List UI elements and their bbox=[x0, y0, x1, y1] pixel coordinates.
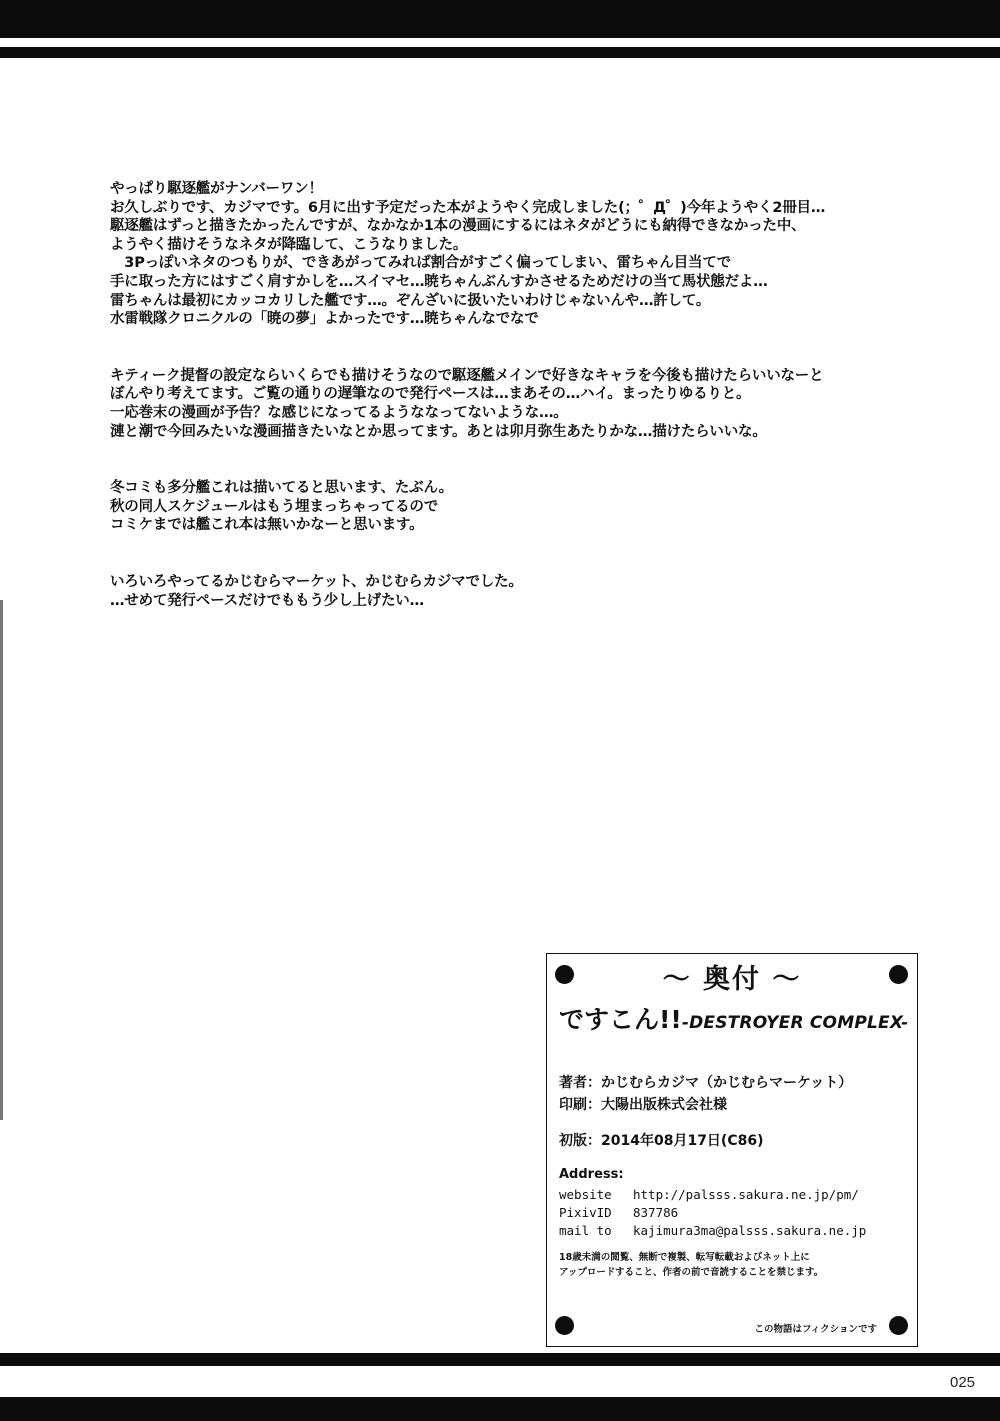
afterword-paragraph-4 bbox=[110, 573, 890, 610]
pixiv-id: 837786 bbox=[633, 1205, 679, 1220]
text-line: 手に取った方にはすごく肩すかしを…スイマセ…暁ちゃんぶんすかさせるためだけの当て馬状態だよ… bbox=[110, 273, 768, 290]
notice-line: 18歳未満の閲覧、無断で複製、転写転載およびネット上に bbox=[559, 1252, 810, 1263]
book-title bbox=[559, 1000, 908, 1036]
top-border-stripe bbox=[0, 47, 1000, 58]
text-line: いろいろやってるかじむらマーケット、かじむらカジマでした。 bbox=[110, 573, 523, 590]
author-row bbox=[559, 1072, 852, 1092]
top-border-bar bbox=[0, 0, 1000, 38]
afterword-paragraph-2 bbox=[110, 367, 890, 441]
book-title-english: -DESTROYER COMPLEX- bbox=[681, 1013, 909, 1033]
pixiv-row bbox=[559, 1205, 678, 1220]
text-line: コミケまでは艦これ本は無いかなーと思います。 bbox=[110, 517, 424, 534]
author-label: 著者： bbox=[559, 1075, 601, 1091]
text-line: ようやく描けそうなネタが降臨して、こうなりました。 bbox=[110, 236, 468, 253]
text-line: 一応巻末の漫画が予告？な感じになってるようななってないような…。 bbox=[110, 404, 568, 421]
text-line: …せめて発行ペースだけでももう少し上げたい… bbox=[110, 592, 424, 609]
text-line: 雷ちゃんは最初にカッコカリした艦です…。ぞんざいに扱いたいわけじゃないんや…許して。 bbox=[110, 292, 711, 309]
afterword-paragraph-1 bbox=[110, 180, 890, 329]
fiction-disclaimer: この物語はフィクションです bbox=[754, 1324, 877, 1335]
pixiv-label: PixivID bbox=[559, 1205, 612, 1220]
colophon-heading: ～ 奥付 ～ bbox=[662, 964, 802, 995]
website-label: website bbox=[559, 1187, 612, 1202]
text-line: 3Pっぽいネタのつもりが、できあがってみれば割合がすごく偏ってしまい、雷ちゃん目当てで bbox=[110, 255, 731, 272]
bottom-border-bar bbox=[0, 1397, 1000, 1421]
printer-label: 印刷： bbox=[559, 1097, 601, 1113]
mail-label: mail to bbox=[559, 1223, 612, 1238]
printer-row bbox=[559, 1094, 727, 1114]
first-edition-label: 初版： bbox=[559, 1133, 601, 1149]
colophon-box bbox=[546, 953, 918, 1347]
text-line: 水雷戦隊クロニクルの「暁の夢」よかったです…暁ちゃんなでなで bbox=[110, 311, 539, 328]
corner-dot bbox=[555, 1316, 574, 1335]
website-link[interactable]: http://palsss.sakura.ne.jp/pm/ bbox=[633, 1187, 859, 1202]
left-scan-edge bbox=[0, 600, 3, 1120]
first-edition-row bbox=[559, 1130, 763, 1150]
afterword-paragraph-3 bbox=[110, 479, 890, 535]
bottom-border-stripe bbox=[0, 1353, 1000, 1366]
text-line: お久しぶりです、カジマです。6月に出す予定だった本がようやく完成しました(；゜Д゜)今年ようやく2冊目… bbox=[110, 199, 826, 216]
text-line: ぼんやり考えてます。ご覧の通りの遅筆なので発行ペースは…まあその…ハイ。まったりゆるりと。 bbox=[110, 386, 751, 403]
website-row bbox=[559, 1187, 859, 1202]
text-line: 漣と潮で今回みたいな漫画描きたいなとか思ってます。あとは卯月弥生あたりかな…描けたらいいな。 bbox=[110, 423, 767, 440]
book-title-japanese: ですこん!! bbox=[559, 1005, 682, 1034]
copyright-notice bbox=[559, 1250, 899, 1280]
mail-row bbox=[559, 1223, 866, 1238]
text-line: キティーク提督の設定ならいくらでも描けそうなので駆逐艦メインで好きなキャラを今後も描けたらいいなーと bbox=[110, 367, 824, 384]
mail-link[interactable]: kajimura3ma@palsss.sakura.ne.jp bbox=[633, 1223, 867, 1238]
corner-dot bbox=[889, 1316, 908, 1335]
printer-value: 大陽出版株式会社様 bbox=[601, 1097, 727, 1113]
address-heading: Address: bbox=[559, 1167, 624, 1182]
text-line: 秋の同人スケジュールはもう埋まっちゃってるので bbox=[110, 498, 439, 515]
text-line: 駆逐艦はずっと描きたかったんですが、なかなか1本の漫画にするにはネタがどうにも納得できなかった中、 bbox=[110, 218, 806, 235]
afterword-text bbox=[110, 180, 890, 648]
text-line: 冬コミも多分艦これは描いてると思います、たぶん。 bbox=[110, 480, 453, 497]
notice-line: アップロードすること、作者の前で音読することを禁じます。 bbox=[559, 1267, 824, 1278]
text-line: やっぱり駆逐艦がナンバーワン！ bbox=[110, 181, 323, 197]
author-value: かじむらカジマ（かじむらマーケット） bbox=[601, 1075, 853, 1091]
page-number: 025 bbox=[950, 1374, 976, 1391]
first-edition-value: 2014年08月17日(C86) bbox=[601, 1133, 764, 1149]
